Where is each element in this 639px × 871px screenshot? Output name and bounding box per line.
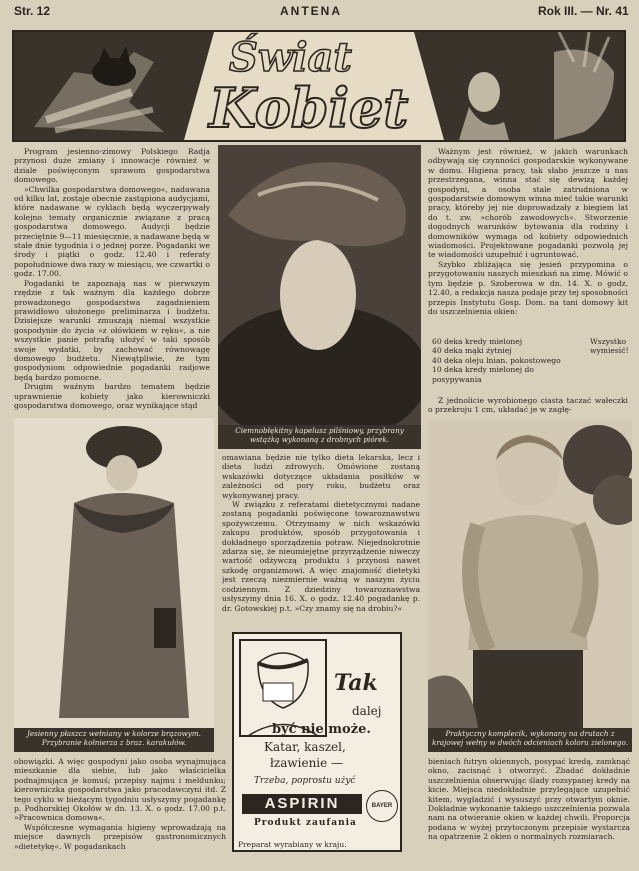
recipe-note: Wszystko wymiesić! xyxy=(590,337,629,356)
photo-hat xyxy=(218,145,421,425)
aspirin-advertisement xyxy=(232,632,402,852)
ad-text-4: łzawienie — xyxy=(270,756,344,770)
recipe-item: 60 deka kredy mielonej xyxy=(432,337,523,346)
issue-number: Rok III. — Nr. 41 xyxy=(538,4,629,18)
recipe-item: 40 deka oleju lnian. pokostowego xyxy=(432,355,561,365)
paragraph: omawiana będzie nie tylko dieta lekarska, lecz i dieta ludzi zdrowych. Omówione zostaną wskazówki dotyczące układania posiłków w zależności od pory roku, budżetu oraz wykonywanej pracy. xyxy=(222,453,420,500)
article-column-1 xyxy=(14,147,210,419)
paragraph: »Chwilka gospodarstwa domowego«, nadawana od kilku lat, zostaje obecnie zastąpiona audycjami, które nadawane w cyklach będą wyczerpywały kolejno tematy organicznie związane z pracą gospodarstwa domowego. Audycji będzie przeciętnie 9—11 miesięcznie, a nadawane będą w stałe dnie tygodnia i o jednej porze. Pogadanki we środy i piątki o godz. 12.40 i referaty popołudniowe dwa razy w miesiącu, we czwartki o godz. 17.00. xyxy=(14,184,210,279)
photo-sweater xyxy=(428,420,632,728)
banner-title-kobiet: Kobiet xyxy=(209,76,409,140)
paragraph: Program jesienno-zimowy Polskiego Radja przynosi duże zmiany i innowacje również w dziale poświęconym sprawom gospodarstwa domowego. xyxy=(14,147,210,185)
ad-text-5: Trzeba, poprostu użyć xyxy=(254,776,356,786)
article-bottom-right xyxy=(428,757,630,867)
ad-text-3: Katar, kaszel, xyxy=(264,740,346,754)
section-banner xyxy=(12,30,626,142)
ad-text-1: dalej xyxy=(352,704,382,718)
recipe-item: 10 deka kredy mielonej do posypywania xyxy=(432,365,534,384)
banner-title-swiat: Świat xyxy=(229,34,352,81)
paragraph: Szybko zbliżająca się jesień przypomina o przygotowaniu naszych mieszkań na zimę. Mówić o tym będzie p. Szoberowa w dn. 14. X. o godz. 12.40, a redakcja nasza podaje przy tej sposobności przepis Instytutu Gosp. Dom. na tani domowy kit do uszczelnienia okien: xyxy=(428,259,628,316)
paragraph: bieniach futryn okiennych, posypać kredą, zamknąć okno, zacisnąć i otworzyć. Zbadać dokładnie uszczelnienia obserwując ślady rozsypanej kredy na kicie. Miejsca niedokładnie przylegające uzupełnić kitem, wygładzić i wysuszyć przy otwartym oknie. Dokładnie wykonanie takiego uszczelnienia pozwala nam na otwieranie okien w każdej chwili. Proporcja podana w wyżej przytoczonym przepisie wystarcza na opatrzenie 2 okien o normalnych rozmiarach. xyxy=(428,757,630,842)
paragraph: W związku z referatami dietetycznymi nadane zostaną pogadanki poświęcone towaroznawstwu spożywczemu. Otrzymamy w nich wskazówki zakupu produktów, sposób przygotowania i dokładnego sporządzenia potraw. Niejednokrotnie zdarza się, że nieumiejętne przyrządzenie niweczy wartość odżywczą produktu i przynosi nawet szkodę organizmowi. A więc znajomość dietetyki jest rzeczą niezmiernie ważną w naszym życiu codziennym. Z dziedziny towaroznawstwa usłyszymy dnia 16. X. o godz. 12.40 pogadankę p. dr. Gotowskiej p.t. »Czy znamy się na drobiu?« xyxy=(222,500,420,613)
ad-tagline: Produkt zaufania xyxy=(254,818,357,828)
magazine-name: ANTENA xyxy=(280,4,342,18)
article-bottom-left xyxy=(14,757,226,867)
paragraph: obowiązki. A więc gospodyni jako osoba wynajmująca mieszkanie dla siebie, lub jako właścicielka podnajmująca je komuś; przepisy najmu i meldunku; kierowniczka gospodarstwa jako pracodawczyni itd. Z tego cyklu w bieżącym tygodniu usłyszymy pogadankę p. Podhorskiej Okołów w dn. 13. X. o godz. 17.00 p.t. »Pracownica domowa«. xyxy=(14,757,226,823)
ad-headline-tak: Tak xyxy=(334,670,378,696)
bayer-cross-logo: BAYER xyxy=(366,790,398,822)
paragraph: Pogadanki te zapoznają nas w pierwszym rzędzie z tak ważnym dla każdego dobrze prowadzonego gospodarstwa zagadnieniem prawidłowo ułożonego preliminarza i budżetu. Dzisiejsze warunki zmuszają niemal wszystkie gospodynie do życia »z ołówkiem w ręku«, a nie wszystkie panie potrafią ułożyć w taki sposób swoje wydatki, by zachować równowagę domowego budżetu. Niewątpliwie, że tym gospodyniom odpowiednie pogadanki radjowe będą bardzo pomocne. xyxy=(14,278,210,382)
article-column-3 xyxy=(428,147,628,332)
recipe-item: 40 deka mąki żytniej xyxy=(432,346,512,356)
photo-coat xyxy=(14,418,214,728)
ad-text-2: być nie może. xyxy=(272,722,371,737)
caption-sweater: Praktyczny komplecik, wykonany na drutach z krajowej wełny w dwóch odcieniach koloru zielonego. xyxy=(428,728,632,752)
ad-brand-aspirin: ASPIRIN xyxy=(242,794,362,814)
article-column-3-continued xyxy=(428,396,628,418)
article-column-2 xyxy=(222,453,420,633)
caption-coat: Jesienny płaszcz wełniany w kolorze brązowym. Przybranie kołnierza z braz. karakułów. xyxy=(14,728,214,752)
caption-hat: Ciemnobłękitny kapelusz pilśniowy, przybrany wstążką wykonaną z drobnych piórek. xyxy=(218,425,421,449)
paragraph: Drugim ważnym bardzo tematem będzie uprawnienie kobiety jako kierowniczki gospodarstwa domowego, oraz wynikające stąd xyxy=(14,382,210,410)
paragraph: Z jednolicie wyrobionego ciasta taczać wałeczki o przekroju 1 cm, układać je w zagłę- xyxy=(428,396,628,415)
paragraph: Ważnym jest również, w jakich warunkach odbywają się czynności gospodarskie wykonywane w domu. Higiena pracy, tak słabo jeszcze u nas przestrzegana, winna stać się dewizą każdej gospodyni, a osoba stale zatrudniona w gospodarstwie domowym winna mieć takie warunki pracy, któreby jej nie doprowadzały z biegiem lat do t. zw. »chorób zawodowych«. Stworzenie dogodnych warunków bytowania dla rodziny i domowników wymaga od kobiety odpowiednich wiadomości. Projektowane pogadanki pozwolą jej te wiadomości uzupełnić i ugruntować. xyxy=(428,147,628,260)
paragraph: Współczesne wymagania higieny wprowadzają na miejsce dawnych przepisów gastronomicznych »dietetykę«. W pogadankach xyxy=(14,822,226,851)
ad-footer: Preparat wyrabiany w kraju. xyxy=(238,840,347,849)
page-number: Str. 12 xyxy=(14,4,51,18)
recipe-list xyxy=(432,337,582,384)
